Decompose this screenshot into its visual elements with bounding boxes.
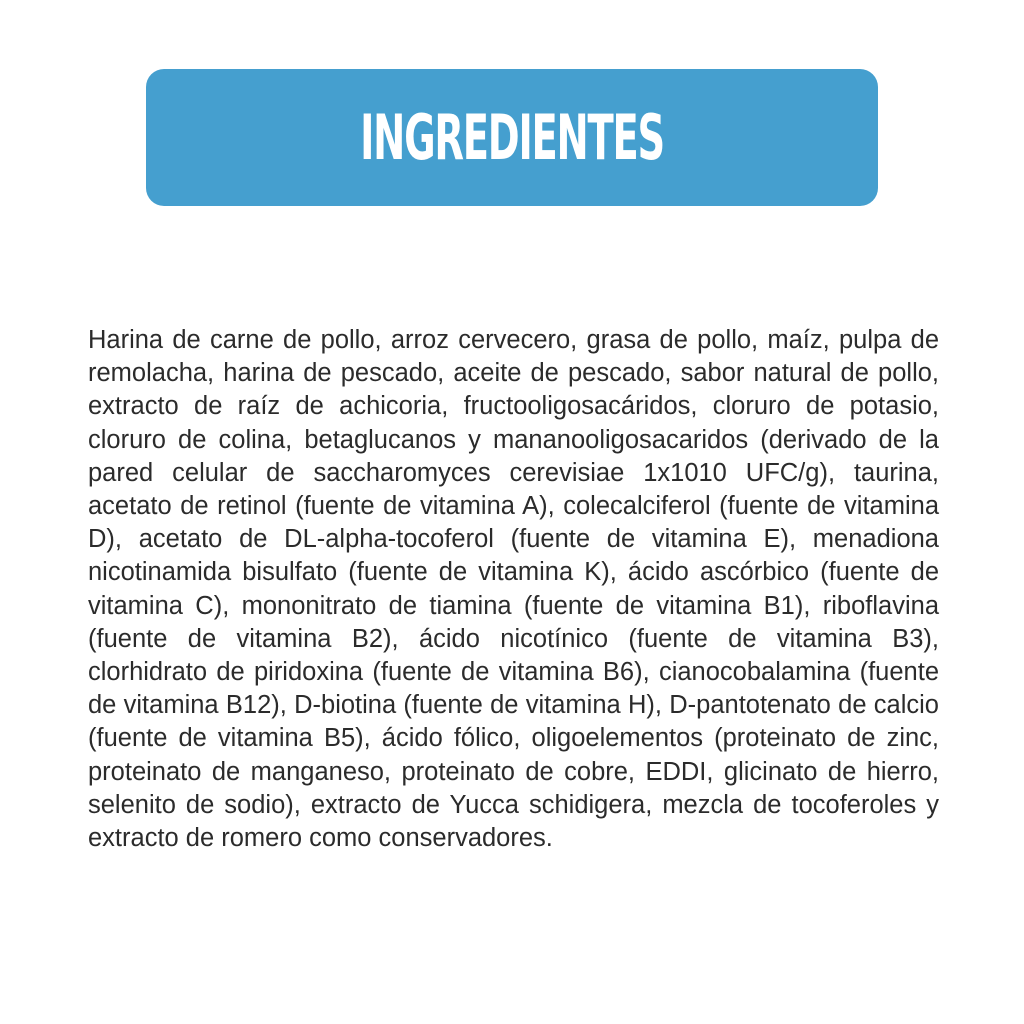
ingredients-paragraph: Harina de carne de pollo, arroz cervecero, grasa de pollo, maíz, pulpa de remolacha, harina de pescado, aceite de pescado, sabor natural de pollo, extracto de raíz de achicoria, fructooligosacáridos, cloruro de potasio, cloruro de colina, betaglucanos y mananooligosacaridos (derivado de la pared celular de saccharomyces cerevisiae 1x1010 UFC/g), taurina, acetato de retinol (fuente de vitamina A), colecalciferol (fuente de vitamina D), acetato de DL-alpha-tocoferol (fuente de vitamina E), menadiona nicotinamida bisulfato (fuente de vitamina K), ácido ascórbico (fuente de vitamina C), mononitrato de tiamina (fuente de vitamina B1), riboflavina (fuente de vitamina B2), ácido nicotínico (fuente de vitamina B3), clorhidrato de piridoxina (fuente de vitamina B6), cianocobalamina (fuente de vitamina B12), D-biotina (fuente de vitamina H), D-pantotenato de calcio (fuente de vitamina B5), ácido fólico, oligoelementos (proteinato de zinc, proteinato de manganeso, proteinato de cobre, EDDI, glicinato de hierro, selenito de sodio), extracto de Yucca schidigera, mezcla de tocoferoles y extracto de romero como conservadores. [88,326,939,853]
page-title: INGREDIENTES [360,100,664,174]
header-banner [146,69,878,206]
